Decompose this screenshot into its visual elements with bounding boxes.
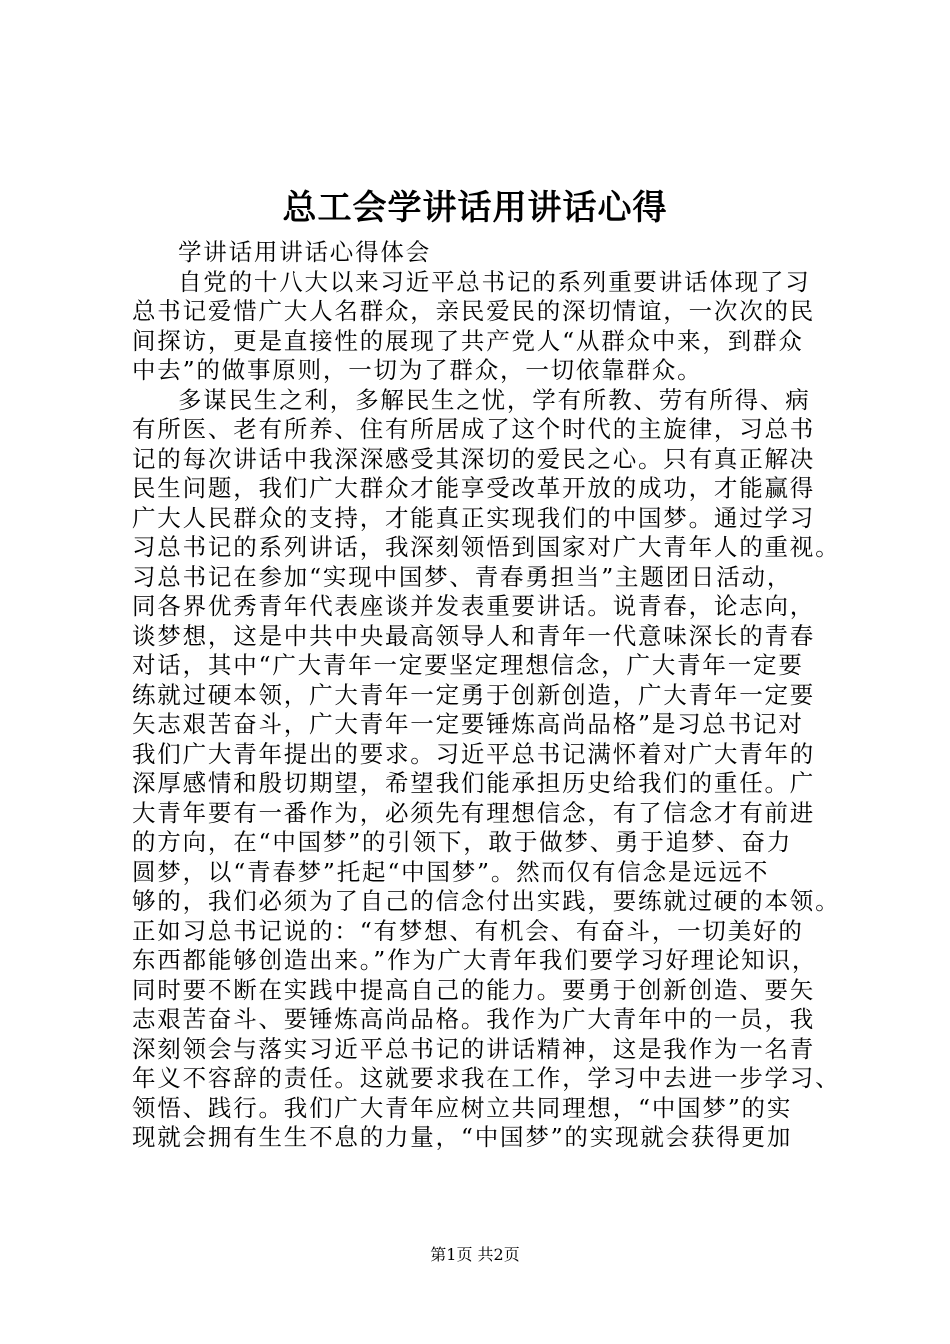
paragraph-line: 正如习总书记说的：“有梦想、有机会、有奋斗，一切美好的	[132, 916, 804, 945]
paragraph-line: 间探访，更是直接性的展现了共产党人“从群众中来，到群众	[132, 326, 804, 355]
document-title: 总工会学讲话用讲话心得	[282, 188, 668, 228]
paragraph-line: 中去”的做事原则，一切为了群众，一切依靠群众。	[132, 356, 703, 384]
paragraph-line: 同时要不断在实践中提高自己的能力。要勇于创新创造、要矢	[132, 975, 816, 1004]
paragraph-line: 谈梦想，这是中共中央最高领导人和青年一代意味深长的青春	[132, 621, 816, 650]
paragraph-line: 深厚感情和殷切期望，希望我们能承担历史给我们的重任。广	[132, 769, 816, 797]
paragraph-line: 自党的十八大以来习近平总书记的系列重要讲话体现了习	[178, 267, 811, 296]
paragraph-line: 大青年要有一番作为，必须先有理想信念，有了信念才有前进	[132, 798, 816, 827]
paragraph-line: 现就会拥有生生不息的力量，“中国梦”的实现就会获得更加	[132, 1123, 793, 1151]
page-footer: 第1页 共2页	[430, 1245, 520, 1264]
paragraph-line: 有所医、老有所养、住有所居成了这个时代的主旋律，习总书	[132, 415, 816, 443]
paragraph-line: 多谋民生之利，多解民生之忧，学有所教、劳有所得、病	[178, 385, 811, 414]
paragraph-line: 记的每次讲话中我深深感受其深切的爱民之心。只有真正解决	[132, 444, 816, 473]
paragraph-line: 圆梦，以“青春梦”托起“中国梦”。然而仅有信念是远远不	[132, 857, 770, 886]
paragraph-line: 对话，其中“广大青年一定要坚定理想信念，广大青年一定要	[132, 651, 804, 679]
paragraph-line: 我们广大青年提出的要求。习近平总书记满怀着对广大青年的	[132, 739, 816, 768]
paragraph-line: 矢志艰苦奋斗，广大青年一定要锤炼高尚品格”是习总书记对	[132, 710, 804, 738]
paragraph-line: 年义不容辞的责任。这就要求我在工作，学习中去进一步学习、	[132, 1064, 841, 1092]
document-body	[132, 238, 841, 1153]
paragraph-line: 领悟、践行。我们广大青年应树立共同理想，“中国梦”的实	[132, 1093, 793, 1122]
paragraph-line: 民生问题，我们广大群众才能享受改革开放的成功，才能赢得	[132, 474, 816, 502]
subtitle-line: 学讲话用讲话心得体会	[178, 238, 431, 266]
paragraph-line: 习总书记的系列讲话，我深刻领悟到国家对广大青年人的重视。	[132, 533, 841, 561]
paragraph-line: 的方向，在“中国梦”的引领下，敢于做梦、勇于追梦、奋力	[132, 828, 793, 856]
paragraph-line: 练就过硬本领，广大青年一定勇于创新创造，广大青年一定要	[132, 680, 816, 709]
paragraph-line: 广大人民群众的支持，才能真正实现我们的中国梦。通过学习	[132, 503, 816, 532]
paragraph-line: 习总书记在参加“实现中国梦、青春勇担当”主题团日活动，	[132, 562, 793, 591]
paragraph-line: 东西都能够创造出来。”作为广大青年我们要学习好理论知识，	[132, 946, 818, 974]
paragraph-line: 深刻领会与落实习近平总书记的讲话精神，这是我作为一名青	[132, 1034, 816, 1063]
paragraph-line: 志艰苦奋斗、要锤炼高尚品格。我作为广大青年中的一员，我	[132, 1005, 816, 1033]
paragraph-line: 总书记爱惜广大人名群众，亲民爱民的深切情谊，一次次的民	[132, 297, 816, 325]
paragraph-line: 同各界优秀青年代表座谈并发表重要讲话。说青春，论志向，	[132, 592, 816, 620]
paragraph-line: 够的，我们必须为了自己的信念付出实践，要练就过硬的本领。	[132, 887, 841, 915]
